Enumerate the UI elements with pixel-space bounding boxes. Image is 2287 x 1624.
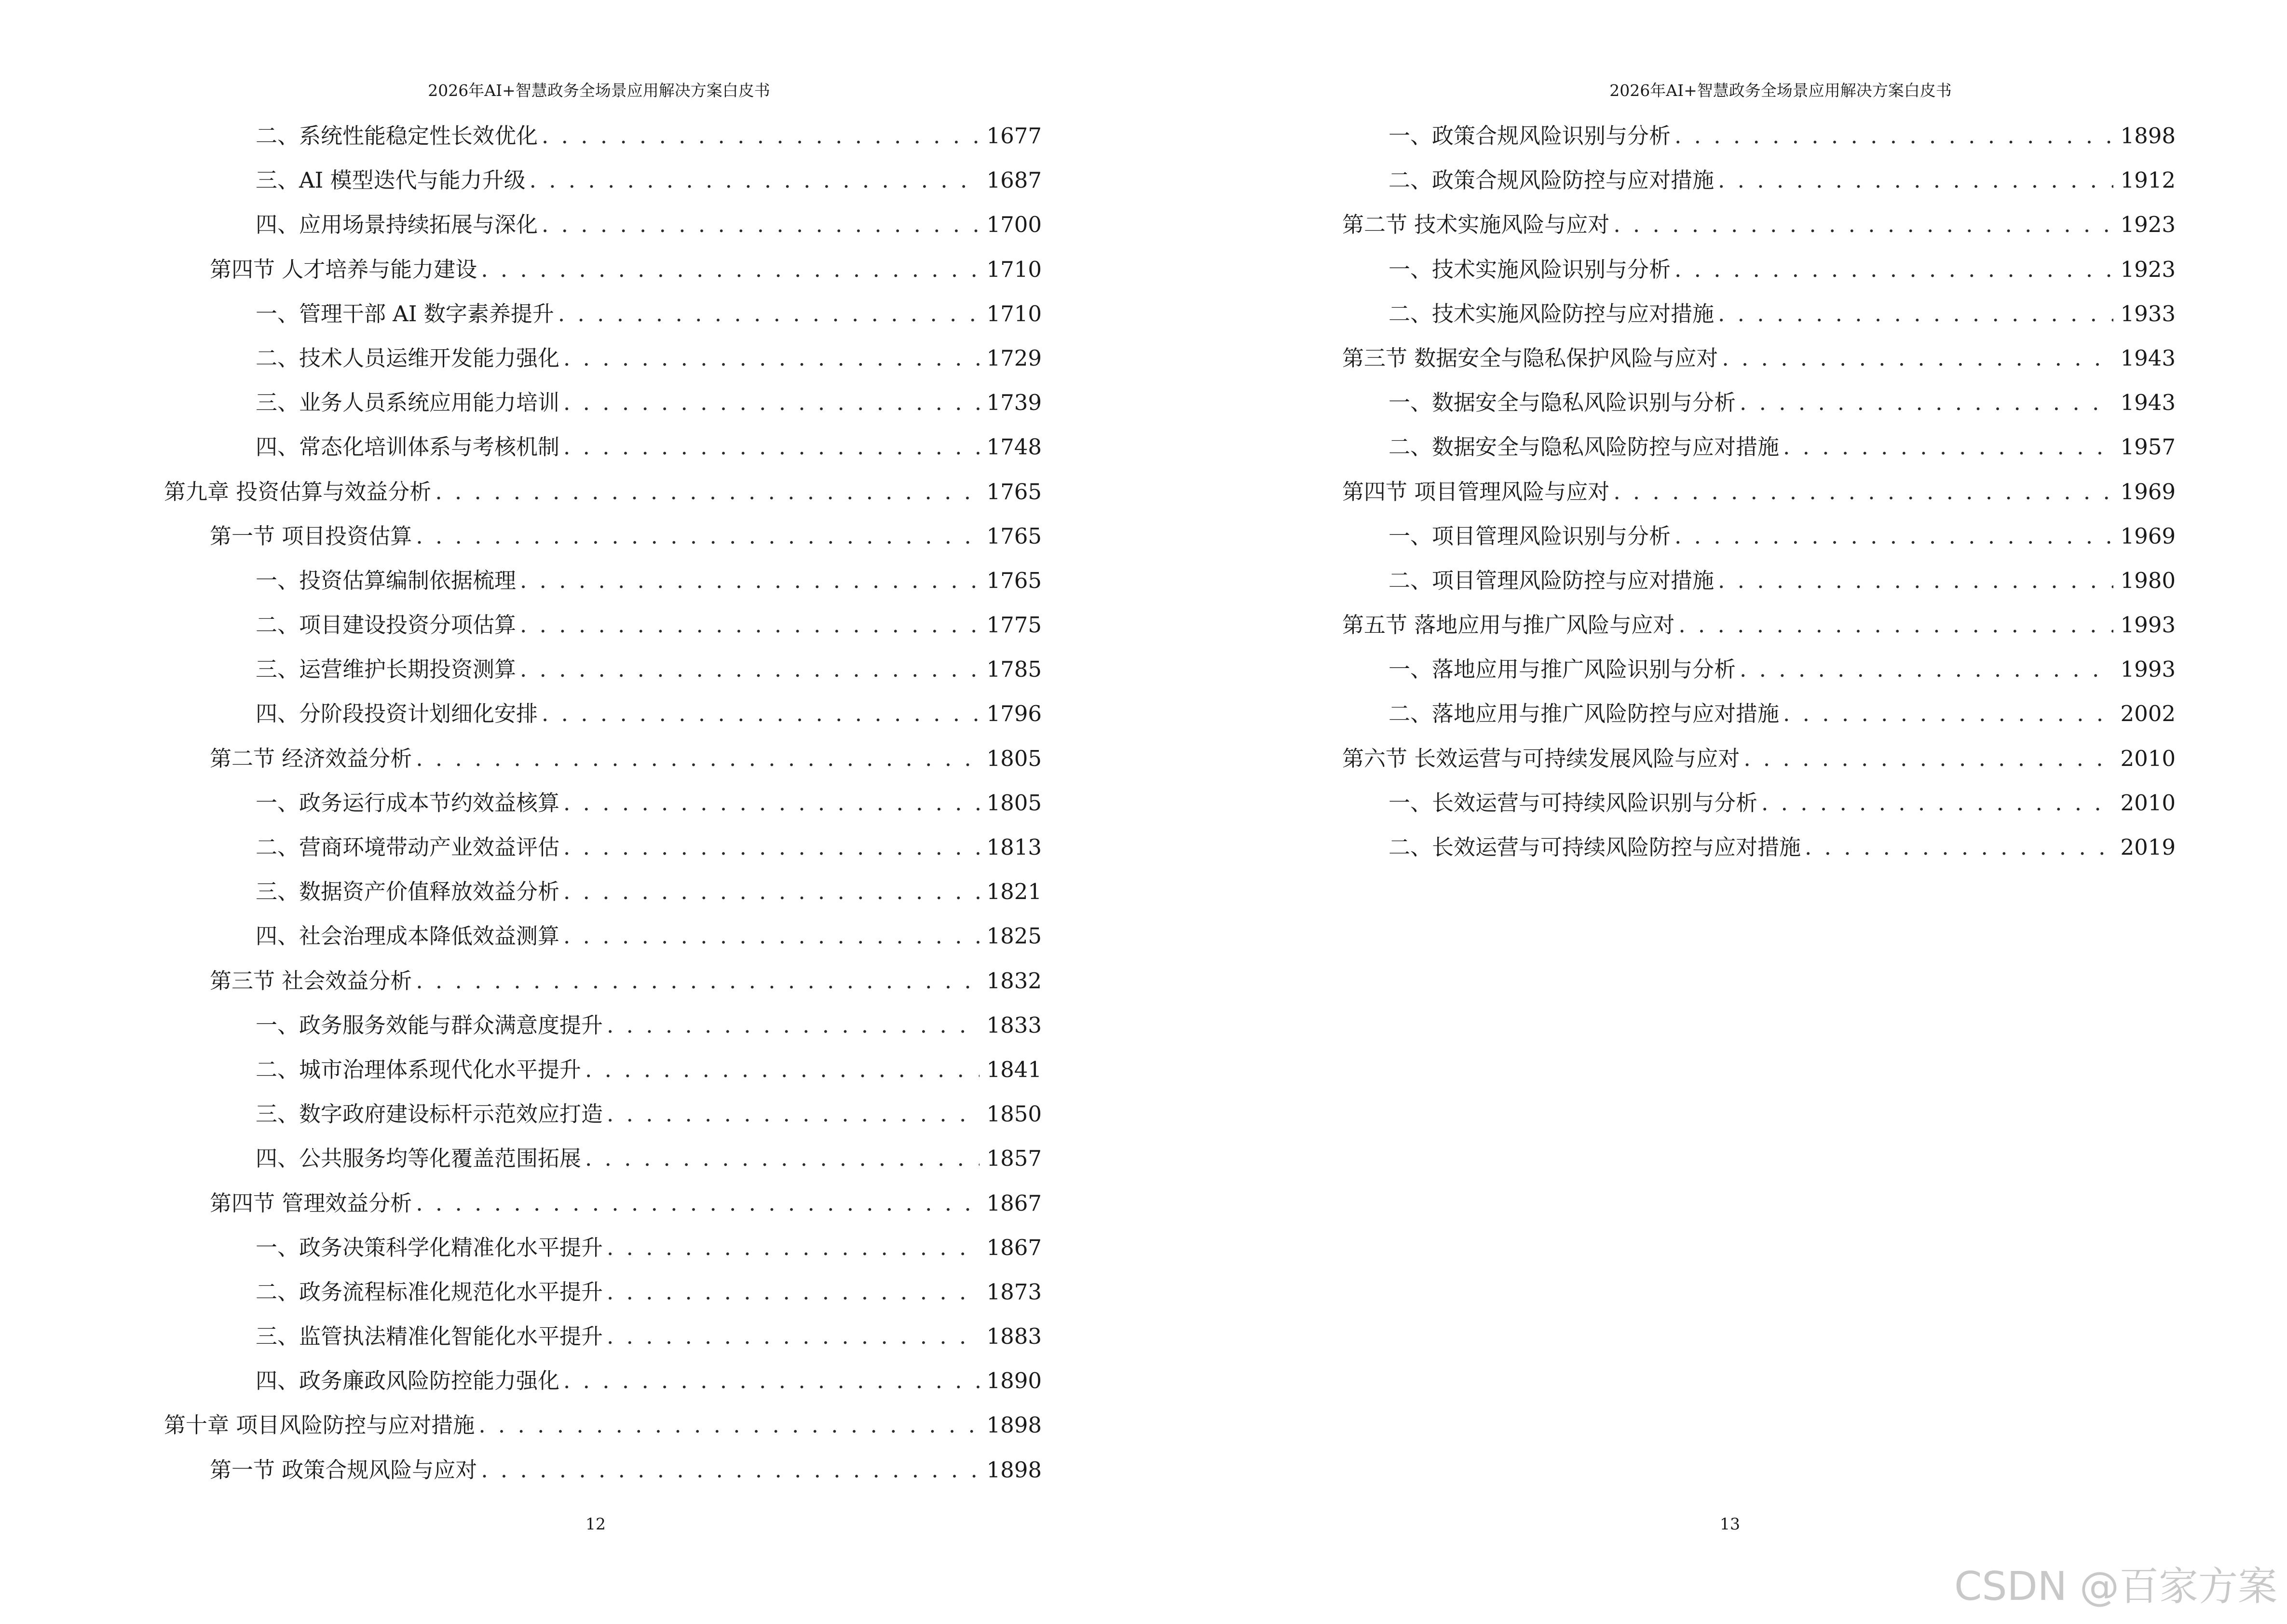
toc-entry-page-number: 1867 [986, 1190, 1042, 1216]
toc-entry[interactable] [1144, 207, 2176, 251]
toc-entry-title: 二、项目管理风险防控与应对措施 [1389, 567, 1715, 593]
toc-entry[interactable] [0, 874, 1042, 918]
toc-entry-title: 一、项目管理风险识别与分析 [1389, 523, 1671, 549]
toc-entry-page-number: 1850 [986, 1101, 1042, 1127]
toc-entry[interactable] [1144, 519, 2176, 563]
toc-entry-title: 第一节 项目投资估算 [210, 523, 412, 549]
toc-entry-title: 二、政务流程标准化规范化水平提升 [256, 1279, 603, 1305]
toc-entry-title: 一、政务决策科学化精准化水平提升 [256, 1234, 603, 1260]
page-number: 13 [1720, 1515, 1740, 1533]
toc-entry[interactable] [1144, 385, 2176, 429]
toc-entry[interactable] [1144, 163, 2176, 207]
toc-entry-title: 一、政务服务效能与群众满意度提升 [256, 1012, 603, 1038]
toc-entry-title: 第四节 人才培养与能力建设 [210, 256, 477, 282]
toc-entry[interactable] [1144, 429, 2176, 474]
toc-entry-title: 四、社会治理成本降低效益测算 [256, 923, 560, 949]
toc-entry-page-number: 1898 [986, 1412, 1042, 1438]
toc-entry-page-number: 1687 [986, 167, 1042, 193]
toc-entry-page-number: 1765 [986, 478, 1042, 505]
toc-entry[interactable] [0, 163, 1042, 207]
toc-entry-title: 第九章 投资估算与效益分析 [164, 478, 432, 505]
toc-entry-page-number: 1957 [2120, 434, 2176, 460]
dot-leader [1783, 701, 2113, 726]
running-header: 2026年AI+智慧政务全场景应用解决方案白皮书 [428, 81, 770, 100]
dot-leader [563, 790, 980, 816]
toc-entry[interactable] [0, 1274, 1042, 1319]
toc-entry-page-number: 1813 [986, 834, 1042, 860]
toc-entry[interactable] [1144, 252, 2176, 296]
toc-entry[interactable] [0, 1186, 1042, 1230]
toc-entry-page-number: 1883 [986, 1324, 1042, 1350]
dot-leader [563, 434, 980, 460]
toc-entry-page-number: 1969 [2120, 523, 2176, 549]
dot-leader [1761, 790, 2113, 816]
toc-entry[interactable] [1144, 296, 2176, 341]
toc-entry-title: 第二节 技术实施风险与应对 [1342, 212, 1610, 238]
toc-entry-page-number: 1867 [986, 1234, 1042, 1260]
toc-entry[interactable] [0, 918, 1042, 963]
toc-entry[interactable] [1144, 341, 2176, 385]
dot-leader [607, 1235, 980, 1260]
toc-entry-page-number: 1933 [2120, 300, 2176, 327]
toc-entry-title: 一、管理干部 AI 数字素养提升 [256, 300, 554, 327]
toc-entry[interactable] [0, 474, 1042, 519]
toc-entry-title: 第二节 经济效益分析 [210, 745, 412, 771]
dot-leader [558, 301, 980, 327]
dot-leader [607, 1012, 980, 1038]
toc-entry[interactable] [0, 1452, 1042, 1497]
toc-entry-title: 二、落地应用与推广风险防控与应对措施 [1389, 701, 1780, 727]
toc-entry-page-number: 1841 [986, 1056, 1042, 1082]
toc-entry-page-number: 1873 [986, 1279, 1042, 1305]
toc-entry-page-number: 1796 [986, 701, 1042, 727]
toc-entry-title: 二、长效运营与可持续风险防控与应对措施 [1389, 834, 1801, 860]
toc-entry-page-number: 2010 [2120, 790, 2176, 816]
toc-entry[interactable] [1144, 118, 2176, 163]
toc-entry[interactable] [0, 696, 1042, 740]
dot-leader [1740, 390, 2113, 415]
toc-entry-title: 二、政策合规风险防控与应对措施 [1389, 167, 1715, 193]
toc-entry-page-number: 1677 [986, 123, 1042, 149]
toc-entry-page-number: 1739 [986, 390, 1042, 416]
dot-leader [416, 1190, 980, 1216]
page-number: 12 [585, 1515, 606, 1533]
toc-entry-page-number: 1912 [2120, 167, 2176, 193]
dot-leader [1613, 479, 2113, 505]
dot-leader [563, 834, 980, 860]
toc-entry-page-number: 1710 [986, 256, 1042, 282]
toc-entry-title: 第五节 落地应用与推广风险与应对 [1342, 612, 1675, 638]
toc-entry-page-number: 2002 [2120, 701, 2176, 727]
toc-entry-title: 第四节 项目管理风险与应对 [1342, 478, 1610, 505]
toc-entry-page-number: 1821 [986, 879, 1042, 905]
toc-entry-page-number: 2019 [2120, 834, 2176, 860]
toc-entry-title: 一、政策合规风险识别与分析 [1389, 123, 1671, 149]
toc-entry[interactable] [1144, 785, 2176, 830]
toc-entry-page-number: 1805 [986, 790, 1042, 816]
toc-entry-title: 一、落地应用与推广风险识别与分析 [1389, 656, 1736, 682]
dot-leader [542, 701, 980, 726]
dot-leader [1674, 257, 2113, 282]
dot-leader [563, 923, 980, 949]
toc-entry-page-number: 1943 [2120, 390, 2176, 416]
dot-leader [1674, 523, 2113, 549]
toc-entry[interactable] [0, 607, 1042, 652]
dot-leader [416, 523, 980, 549]
toc-entry-page-number: 1833 [986, 1012, 1042, 1038]
toc-entry[interactable] [0, 341, 1042, 385]
toc-entry-title: 二、项目建设投资分项估算 [256, 612, 517, 638]
toc-entry-title: 一、数据安全与隐私风险识别与分析 [1389, 390, 1736, 416]
toc-entry[interactable] [0, 118, 1042, 163]
toc-entry-title: 四、公共服务均等化覆盖范围拓展 [256, 1146, 582, 1172]
dot-leader [1740, 656, 2113, 682]
toc-entry-page-number: 1898 [986, 1457, 1042, 1483]
toc-entry-page-number: 1765 [986, 567, 1042, 593]
dot-leader [416, 746, 980, 771]
dot-leader [1722, 345, 2113, 371]
dot-leader [1613, 212, 2113, 237]
toc-entry[interactable] [1144, 563, 2176, 607]
dot-leader [1783, 434, 2113, 460]
toc-entry[interactable] [0, 1141, 1042, 1185]
toc-entry-title: 二、系统性能稳定性长效优化 [256, 123, 538, 149]
toc-entry[interactable] [0, 1407, 1042, 1452]
toc-entry[interactable] [1144, 607, 2176, 652]
toc-entry[interactable] [1144, 696, 2176, 740]
toc-entry-title: 二、技术实施风险防控与应对措施 [1389, 300, 1715, 327]
toc-entry-title: 二、城市治理体系现代化水平提升 [256, 1056, 582, 1082]
toc-entry-page-number: 1898 [2120, 123, 2176, 149]
watermark: CSDN @百家方案 [1954, 1564, 2277, 1610]
toc-entry-page-number: 1993 [2120, 612, 2176, 638]
toc-page-right [1144, 0, 2287, 1624]
toc-entry[interactable] [1144, 474, 2176, 519]
toc-entry-title: 三、运营维护长期投资测算 [256, 656, 517, 682]
toc-entry[interactable] [0, 963, 1042, 1008]
dot-leader [542, 212, 980, 237]
toc-entry-title: 第四节 管理效益分析 [210, 1190, 412, 1216]
toc-entry[interactable] [1144, 830, 2176, 874]
toc-entry[interactable] [0, 385, 1042, 429]
toc-entry[interactable] [0, 1319, 1042, 1363]
toc-entry[interactable] [0, 1008, 1042, 1052]
toc-entry[interactable] [1144, 741, 2176, 785]
toc-entry-title: 四、常态化培训体系与考核机制 [256, 434, 560, 460]
toc-entry-title: 三、数字政府建设标杆示范效应打造 [256, 1101, 603, 1127]
toc-entry[interactable] [0, 563, 1042, 607]
toc-entry[interactable] [0, 429, 1042, 474]
dot-leader [563, 390, 980, 415]
toc-entry[interactable] [0, 1363, 1042, 1407]
toc-entry-page-number: 1969 [2120, 478, 2176, 505]
dot-leader [563, 879, 980, 904]
toc-entry-title: 四、政务廉政风险防控能力强化 [256, 1368, 560, 1394]
toc-entry[interactable] [0, 785, 1042, 830]
toc-entry[interactable] [0, 1230, 1042, 1274]
toc-entry[interactable] [0, 207, 1042, 251]
running-header: 2026年AI+智慧政务全场景应用解决方案白皮书 [1609, 81, 1952, 100]
toc-entry-title: 第十章 项目风险防控与应对措施 [164, 1412, 475, 1438]
dot-leader [563, 345, 980, 371]
toc-entry-page-number: 1943 [2120, 345, 2176, 371]
dot-leader [416, 968, 980, 994]
toc-entry-page-number: 1748 [986, 434, 1042, 460]
toc-entry-page-number: 1710 [986, 300, 1042, 327]
toc-entry-page-number: 1775 [986, 612, 1042, 638]
toc-entry-page-number: 1832 [986, 968, 1042, 994]
toc-entry-page-number: 2010 [2120, 745, 2176, 771]
dot-leader [1674, 123, 2113, 149]
toc-entry[interactable] [0, 1096, 1042, 1141]
toc-entry-title: 二、营商环境带动产业效益评估 [256, 834, 560, 860]
dot-leader [1718, 167, 2113, 193]
dot-leader [520, 568, 980, 593]
toc-entry-title: 一、长效运营与可持续风险识别与分析 [1389, 790, 1758, 816]
dot-leader [435, 479, 980, 505]
toc-entry-page-number: 1857 [986, 1146, 1042, 1172]
toc-list [1144, 118, 2176, 874]
toc-entry-title: 一、政务运行成本节约效益核算 [256, 790, 560, 816]
dot-leader [1718, 301, 2113, 327]
toc-entry-title: 一、技术实施风险识别与分析 [1389, 256, 1671, 282]
toc-entry-title: 四、应用场景持续拓展与深化 [256, 212, 538, 238]
toc-entry-page-number: 1729 [986, 345, 1042, 371]
toc-entry-page-number: 1765 [986, 523, 1042, 549]
dot-leader [478, 1412, 980, 1438]
toc-entry-page-number: 1700 [986, 212, 1042, 238]
toc-entry[interactable] [0, 830, 1042, 874]
toc-entry-page-number: 1890 [986, 1368, 1042, 1394]
dot-leader [520, 656, 980, 682]
toc-entry-title: 三、数据资产价值释放效益分析 [256, 879, 560, 905]
dot-leader [585, 1146, 980, 1171]
toc-entry[interactable] [0, 296, 1042, 341]
toc-entry-page-number: 1980 [2120, 567, 2176, 593]
dot-leader [1718, 568, 2113, 593]
toc-entry-title: 三、AI 模型迭代与能力升级 [256, 167, 526, 193]
dot-leader [1743, 746, 2113, 771]
toc-entry-page-number: 1805 [986, 745, 1042, 771]
toc-entry-title: 四、分阶段投资计划细化安排 [256, 701, 538, 727]
dot-leader [530, 167, 980, 193]
toc-entry[interactable] [0, 519, 1042, 563]
toc-entry-title: 第三节 社会效益分析 [210, 968, 412, 994]
toc-entry-page-number: 1923 [2120, 212, 2176, 238]
dot-leader [607, 1279, 980, 1305]
toc-entry-title: 第六节 长效运营与可持续发展风险与应对 [1342, 745, 1740, 771]
toc-entry-page-number: 1993 [2120, 656, 2176, 682]
toc-entry[interactable] [1144, 652, 2176, 696]
dot-leader [481, 1457, 980, 1483]
toc-list [0, 118, 1042, 1497]
toc-entry[interactable] [0, 741, 1042, 785]
dot-leader [585, 1057, 980, 1082]
dot-leader [607, 1324, 980, 1349]
dot-leader [481, 257, 980, 282]
toc-entry-title: 二、数据安全与隐私风险防控与应对措施 [1389, 434, 1780, 460]
toc-entry[interactable] [0, 252, 1042, 296]
dot-leader [520, 612, 980, 638]
toc-entry-page-number: 1825 [986, 923, 1042, 949]
toc-entry[interactable] [0, 1052, 1042, 1096]
toc-entry[interactable] [0, 652, 1042, 696]
toc-entry-title: 二、技术人员运维开发能力强化 [256, 345, 560, 371]
dot-leader [607, 1101, 980, 1127]
toc-entry-title: 第三节 数据安全与隐私保护风险与应对 [1342, 345, 1718, 371]
toc-entry-page-number: 1923 [2120, 256, 2176, 282]
dot-leader [1805, 834, 2113, 860]
toc-entry-title: 三、业务人员系统应用能力培训 [256, 390, 560, 416]
toc-entry-title: 三、监管执法精准化智能化水平提升 [256, 1324, 603, 1350]
toc-entry-title: 第一节 政策合规风险与应对 [210, 1457, 477, 1483]
dot-leader [563, 1368, 980, 1393]
toc-entry-title: 一、投资估算编制依据梳理 [256, 567, 517, 593]
toc-entry-page-number: 1785 [986, 656, 1042, 682]
dot-leader [1678, 612, 2113, 638]
dot-leader [542, 123, 980, 149]
